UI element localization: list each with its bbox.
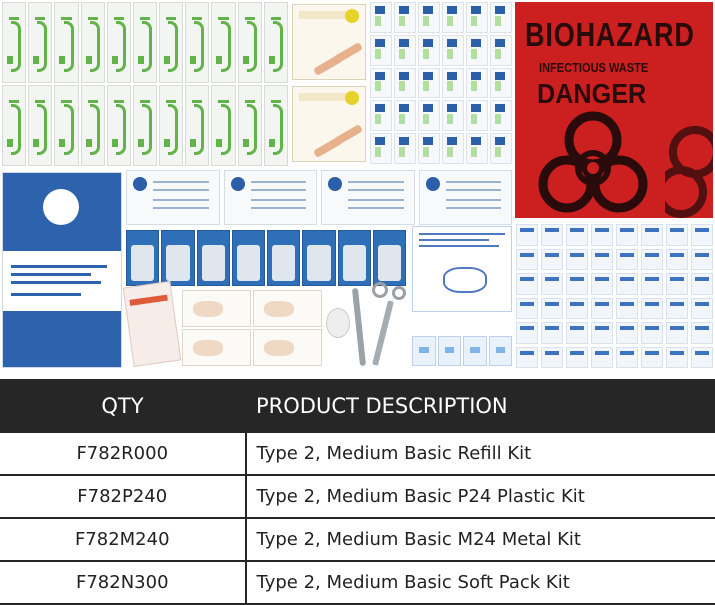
product-table-wrapper xyxy=(0,379,715,601)
wipe-packet-icon xyxy=(466,133,488,164)
strip-packet-icon xyxy=(641,322,663,344)
gauze-pad-icon xyxy=(133,2,157,83)
qty-cell: F782M240 xyxy=(0,518,246,561)
gauze-pad-icon xyxy=(185,2,209,83)
biohazard-bag xyxy=(515,2,713,218)
bandage-box-icon xyxy=(292,86,366,162)
gauze-pad-icon xyxy=(159,85,183,166)
scissors-icon xyxy=(372,282,388,298)
strip-packet-icon xyxy=(641,298,663,320)
strip-packet-icon xyxy=(616,347,638,369)
qty-cell: F782P240 xyxy=(0,475,246,518)
strip-packet-icon xyxy=(541,347,563,369)
wipe-packet-icon xyxy=(370,68,392,99)
gloves-group xyxy=(126,230,406,286)
glove-packet-icon xyxy=(161,230,194,286)
scissors-handle xyxy=(392,286,406,300)
wipe-packet-icon xyxy=(490,100,512,131)
wipe-packet-icon xyxy=(442,100,464,131)
description-cell: Type 2, Medium Basic Soft Pack Kit xyxy=(246,561,715,604)
wipe-packet-icon xyxy=(490,68,512,99)
strip-packet-icon xyxy=(541,249,563,271)
wipe-packet-icon xyxy=(418,100,440,131)
description-cell: Type 2, Medium Basic Refill Kit xyxy=(246,433,715,475)
strip-packet-icon xyxy=(616,273,638,295)
qty-cell: F782R000 xyxy=(0,433,246,475)
abdominal-pad xyxy=(2,172,122,368)
strip-packet-icon xyxy=(566,273,588,295)
gauze-pad-icon xyxy=(28,2,52,83)
strip-packet-icon xyxy=(516,322,538,344)
gauze-pad-icon xyxy=(264,2,288,83)
bandage-strips-group xyxy=(412,336,512,366)
compress-bandage-icon xyxy=(321,170,415,225)
biohazard-warning: DANGER xyxy=(537,78,646,110)
strip-packet-icon xyxy=(516,224,538,246)
description-column-header: PRODUCT DESCRIPTION xyxy=(246,379,715,433)
strip-packet-icon xyxy=(591,347,613,369)
gauze-pad-icon xyxy=(211,85,235,166)
gauze-pad-icon xyxy=(185,85,209,166)
wipe-packet-icon xyxy=(418,2,440,33)
strip-packet-icon xyxy=(591,273,613,295)
biohazard-title: BIOHAZARD xyxy=(525,16,695,54)
gauze-pad-icon xyxy=(264,85,288,166)
wipe-packet-icon xyxy=(466,35,488,66)
wipe-packet-icon xyxy=(370,35,392,66)
wipe-packet-icon xyxy=(418,35,440,66)
tape-roll-icon xyxy=(326,308,350,338)
strip-packet-icon xyxy=(641,224,663,246)
gauze-pad-icon xyxy=(107,85,131,166)
wipe-packet-icon xyxy=(394,35,416,66)
strip-packet-icon xyxy=(541,322,563,344)
wipe-packet-icon xyxy=(490,133,512,164)
table-row xyxy=(0,475,715,518)
strip-packet-icon xyxy=(616,249,638,271)
strip-packet-icon xyxy=(591,249,613,271)
strip-packet-icon xyxy=(666,298,688,320)
strip-packet-icon xyxy=(516,347,538,369)
description-cell: Type 2, Medium Basic M24 Metal Kit xyxy=(246,518,715,561)
wipes-group xyxy=(370,2,512,164)
instruction-card xyxy=(182,290,251,327)
strip-packet-icon xyxy=(616,224,638,246)
instruction-cards-group xyxy=(182,290,322,366)
adhesive-strips-group xyxy=(516,224,713,368)
table-row xyxy=(0,433,715,475)
strip-packet-icon xyxy=(516,249,538,271)
strip-packet-icon xyxy=(666,249,688,271)
qty-column-header: QTY xyxy=(0,379,246,433)
product-table xyxy=(0,379,715,605)
instruction-card xyxy=(253,290,322,327)
gauze-pad-icon xyxy=(211,2,235,83)
wipe-packet-icon xyxy=(442,2,464,33)
strip-packet-icon xyxy=(591,322,613,344)
glove-packet-icon xyxy=(232,230,265,286)
strip-packet-icon xyxy=(566,224,588,246)
compress-bandages-group xyxy=(126,170,512,225)
table-header-row xyxy=(0,379,715,433)
glove-packet-icon xyxy=(197,230,230,286)
strip-packet-icon xyxy=(666,273,688,295)
strip-packet-icon xyxy=(666,322,688,344)
gauze-pad-icon xyxy=(133,85,157,166)
strip-packet-icon xyxy=(641,249,663,271)
instruction-card xyxy=(253,329,322,366)
glove-packet-icon xyxy=(302,230,335,286)
glove-packet-icon xyxy=(267,230,300,286)
cpr-mask-pack xyxy=(412,226,512,312)
strip-packet-icon xyxy=(516,298,538,320)
wipe-packet-icon xyxy=(370,100,392,131)
wipe-packet-icon xyxy=(394,100,416,131)
wipe-packet-icon xyxy=(394,2,416,33)
strip-packet-icon xyxy=(566,347,588,369)
table-row xyxy=(0,561,715,604)
description-cell: Type 2, Medium Basic P24 Plastic Kit xyxy=(246,475,715,518)
strip-packet-icon xyxy=(616,322,638,344)
qty-cell: F782N300 xyxy=(0,561,246,604)
wipe-packet-icon xyxy=(418,68,440,99)
wipe-packet-icon xyxy=(466,2,488,33)
strip-packet-icon xyxy=(616,298,638,320)
strip-packet-icon xyxy=(489,336,513,366)
biohazard-symbol-icon xyxy=(665,122,713,218)
scissors-blade xyxy=(372,300,394,365)
strip-packet-icon xyxy=(412,336,436,366)
strip-packet-icon xyxy=(463,336,487,366)
strip-packet-icon xyxy=(516,273,538,295)
gauze-pad-icon xyxy=(81,2,105,83)
wipe-packet-icon xyxy=(370,2,392,33)
gauze-pad-icon xyxy=(54,85,78,166)
strip-packet-icon xyxy=(438,336,462,366)
biohazard-symbol-icon xyxy=(533,110,653,218)
gauze-pad-icon xyxy=(2,85,26,166)
strip-packet-icon xyxy=(541,224,563,246)
table-row xyxy=(0,518,715,561)
wipe-packet-icon xyxy=(442,68,464,99)
wipe-packet-icon xyxy=(370,133,392,164)
wipe-packet-icon xyxy=(490,2,512,33)
wipe-packet-icon xyxy=(466,100,488,131)
gauze-pad-icon xyxy=(81,85,105,166)
strip-packet-icon xyxy=(666,224,688,246)
strip-packet-icon xyxy=(666,347,688,369)
strip-packet-icon xyxy=(691,347,713,369)
strip-packet-icon xyxy=(691,249,713,271)
wipe-packet-icon xyxy=(490,35,512,66)
strip-packet-icon xyxy=(566,249,588,271)
compress-bandage-icon xyxy=(419,170,513,225)
glove-packet-icon xyxy=(338,230,371,286)
gauze-pad-icon xyxy=(54,2,78,83)
compress-bandage-icon xyxy=(224,170,318,225)
strip-packet-icon xyxy=(641,347,663,369)
strip-packet-icon xyxy=(691,322,713,344)
gauze-pad-icon xyxy=(238,2,262,83)
wipe-packet-icon xyxy=(442,133,464,164)
strip-packet-icon xyxy=(541,273,563,295)
wipe-packet-icon xyxy=(418,133,440,164)
wipe-packet-icon xyxy=(466,68,488,99)
gauze-pads-group xyxy=(2,2,288,166)
strip-packet-icon xyxy=(691,298,713,320)
strip-packet-icon xyxy=(541,298,563,320)
strip-packet-icon xyxy=(591,224,613,246)
burn-dressing xyxy=(123,281,182,367)
glove-packet-icon xyxy=(373,230,406,286)
gauze-pad-icon xyxy=(159,2,183,83)
strip-packet-icon xyxy=(641,273,663,295)
strip-packet-icon xyxy=(591,298,613,320)
biohazard-subtitle: INFECTIOUS WASTE xyxy=(539,60,648,75)
glove-packet-icon xyxy=(126,230,159,286)
instruction-card xyxy=(182,329,251,366)
wipe-packet-icon xyxy=(442,35,464,66)
gauze-pad-icon xyxy=(2,2,26,83)
gauze-pad-icon xyxy=(238,85,262,166)
tweezers-icon xyxy=(352,288,366,366)
gauze-pad-icon xyxy=(28,85,52,166)
compress-bandage-icon xyxy=(126,170,220,225)
wipe-packet-icon xyxy=(394,133,416,164)
strip-packet-icon xyxy=(566,322,588,344)
wipe-packet-icon xyxy=(394,68,416,99)
bandage-box-icon xyxy=(292,4,366,80)
strip-packet-icon xyxy=(691,224,713,246)
strip-packet-icon xyxy=(691,273,713,295)
gauze-pad-icon xyxy=(107,2,131,83)
strip-packet-icon xyxy=(566,298,588,320)
